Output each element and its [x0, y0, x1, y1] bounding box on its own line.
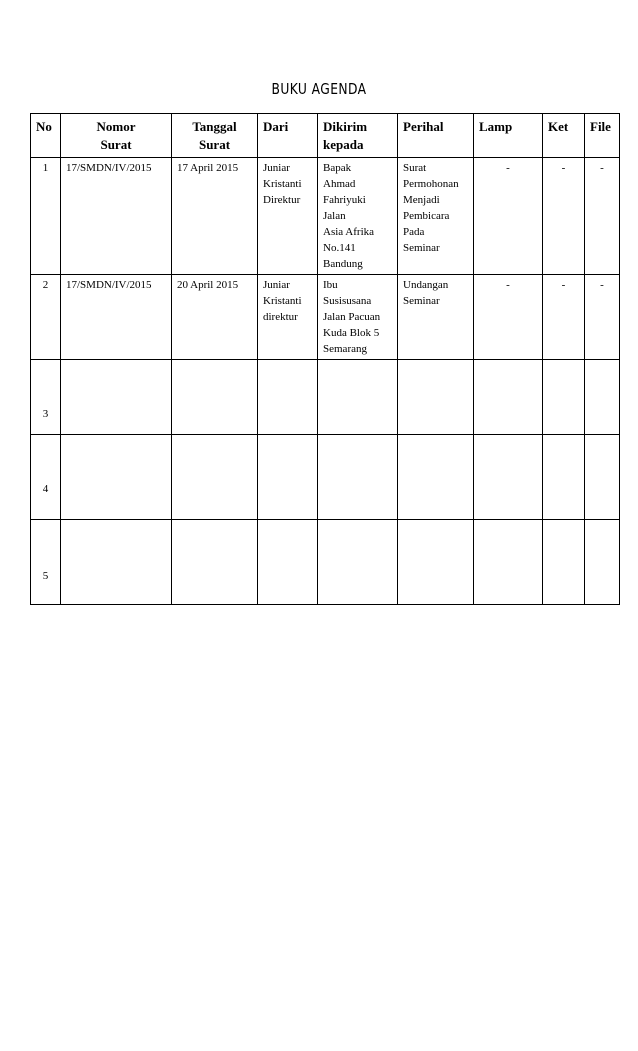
- table-row: [31, 520, 620, 605]
- header-tanggal-surat: Tanggal Surat: [172, 114, 258, 158]
- empty-cell: [61, 435, 172, 520]
- empty-cell: [585, 360, 620, 435]
- row-lamp: -: [474, 275, 543, 360]
- row-dikirim-kepada: Bapak Ahmad Fahriyuki Jalan Asia Afrika No.141 Bandung: [318, 158, 398, 275]
- row-dari: Juniar Kristanti Direktur: [258, 158, 318, 275]
- empty-cell: [398, 520, 474, 605]
- row-file: -: [585, 275, 620, 360]
- agenda-table: [30, 113, 620, 605]
- row-nomor-surat: 17/SMDN/IV/2015: [61, 275, 172, 360]
- empty-cell: [474, 520, 543, 605]
- empty-cell: [172, 435, 258, 520]
- row-tanggal-surat: 17 April 2015: [172, 158, 258, 275]
- header-file: File: [585, 114, 620, 158]
- header-lamp: Lamp: [474, 114, 543, 158]
- empty-cell: [543, 520, 585, 605]
- empty-cell: [398, 435, 474, 520]
- row-no: 5: [31, 520, 61, 605]
- header-no: No: [31, 114, 61, 158]
- header-dari: Dari: [258, 114, 318, 158]
- row-dikirim-kepada: Ibu Susisusana Jalan Pacuan Kuda Blok 5 Semarang: [318, 275, 398, 360]
- row-lamp: -: [474, 158, 543, 275]
- empty-cell: [172, 360, 258, 435]
- row-dari: Juniar Kristanti direktur: [258, 275, 318, 360]
- table-row: [31, 275, 620, 360]
- header-nomor-surat: Nomor Surat: [61, 114, 172, 158]
- empty-cell: [318, 435, 398, 520]
- empty-cell: [172, 520, 258, 605]
- table-row: [31, 158, 620, 275]
- empty-cell: [258, 435, 318, 520]
- row-no: 2: [31, 275, 61, 360]
- empty-cell: [258, 360, 318, 435]
- page-title: BUKU AGENDA: [271, 80, 367, 98]
- empty-cell: [258, 520, 318, 605]
- empty-cell: [398, 360, 474, 435]
- empty-cell: [585, 435, 620, 520]
- row-nomor-surat: 17/SMDN/IV/2015: [61, 158, 172, 275]
- header-row: [31, 114, 620, 158]
- empty-cell: [543, 435, 585, 520]
- empty-cell: [318, 520, 398, 605]
- row-no: 1: [31, 158, 61, 275]
- row-no: 4: [31, 435, 61, 520]
- row-ket: -: [543, 275, 585, 360]
- row-file: -: [585, 158, 620, 275]
- row-tanggal-surat: 20 April 2015: [172, 275, 258, 360]
- empty-cell: [585, 520, 620, 605]
- empty-cell: [474, 435, 543, 520]
- empty-cell: [543, 360, 585, 435]
- empty-cell: [61, 360, 172, 435]
- row-perihal: Surat Permohonan Menjadi Pembicara Pada Seminar: [398, 158, 474, 275]
- header-dikirim-kepada: Dikirim kepada: [318, 114, 398, 158]
- row-no: 3: [31, 360, 61, 435]
- row-ket: -: [543, 158, 585, 275]
- header-perihal: Perihal: [398, 114, 474, 158]
- table-row: [31, 435, 620, 520]
- header-ket: Ket: [543, 114, 585, 158]
- row-perihal: Undangan Seminar: [398, 275, 474, 360]
- empty-cell: [318, 360, 398, 435]
- empty-cell: [61, 520, 172, 605]
- empty-cell: [474, 360, 543, 435]
- table-row: [31, 360, 620, 435]
